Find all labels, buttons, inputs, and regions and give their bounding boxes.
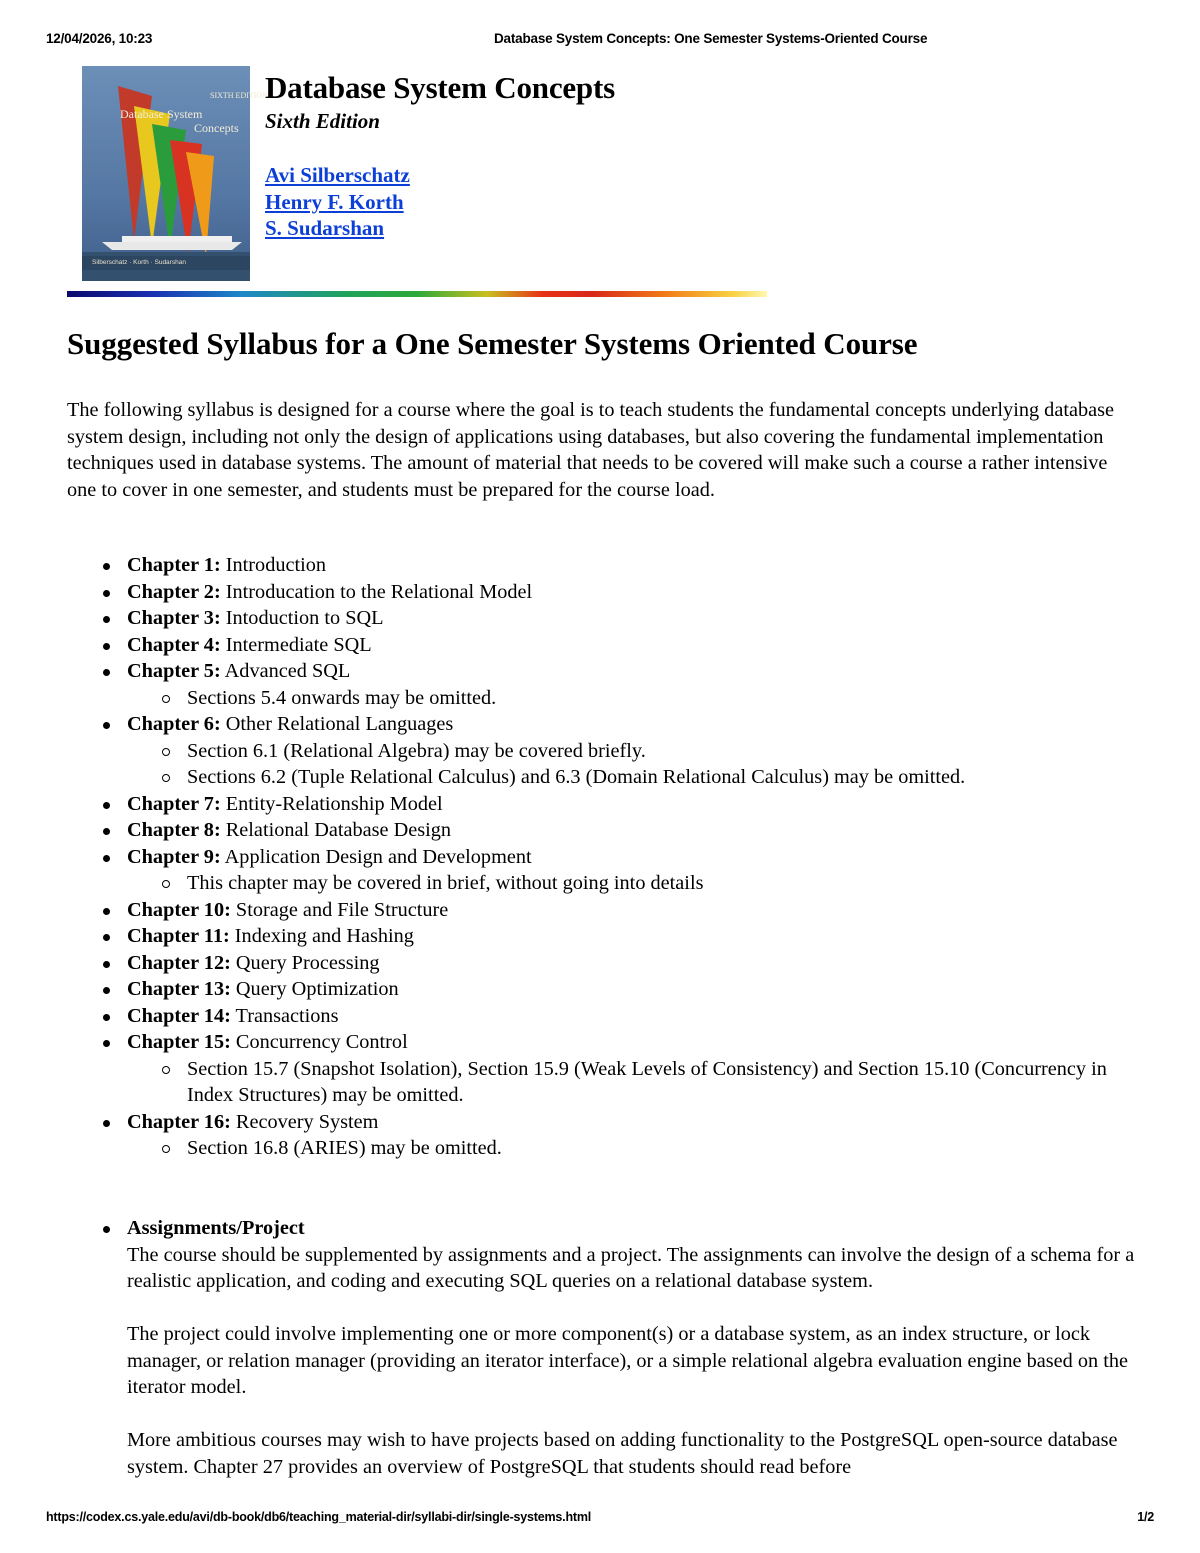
list-item <box>67 817 1147 844</box>
author-link-korth[interactable]: Henry F. Korth <box>265 189 404 214</box>
chapter-title: Other Relational Languages <box>220 713 454 735</box>
project-paragraph: The project could involve implementing one or more component(s) or a database system, as an index structure, or lock manager, or relation manager (providing an iterator interface), or a simple relational algebra evaluation engine based on the iterator model. <box>127 1323 1128 1398</box>
chapter-title: Relational Database Design <box>220 819 452 841</box>
author-link-sudarshan[interactable]: S. Sudarshan <box>265 216 385 240</box>
list-item <box>67 711 1147 791</box>
list-item <box>67 1215 1147 1480</box>
list-item <box>67 658 1147 711</box>
chapter-title: Intoduction to SQL <box>220 607 384 629</box>
chapter-label: Chapter 10: <box>127 898 231 921</box>
chapter-title: Entity-Relationship Model <box>220 792 443 815</box>
author-list <box>265 162 410 242</box>
chapter-title: Query Optimization <box>230 978 399 1000</box>
chapter-label: Chapter 12: <box>127 951 231 974</box>
list-item <box>67 579 1147 606</box>
chapter-note: This chapter may be covered in brief, without going into details <box>127 870 1147 897</box>
chapter-label: Chapter 14: <box>127 1004 231 1027</box>
chapter-label: Chapter 16: <box>127 1110 231 1133</box>
print-page-title: Database System Concepts: One Semester Systems-Oriented Course <box>494 31 928 46</box>
print-datetime: 12/04/2026, 10:23 <box>46 31 153 46</box>
chapter-label: Chapter 5: <box>127 660 221 682</box>
book-title: Database System Concepts <box>265 70 615 105</box>
list-item <box>67 552 1147 579</box>
print-url: https://codex.cs.yale.edu/avi/db-book/db6/teaching_material-dir/syllabi-dir/single-systems.html <box>46 1510 592 1524</box>
chapter-title: Recovery System <box>230 1110 379 1133</box>
list-item <box>67 976 1147 1003</box>
chapter-label: Chapter 6: <box>127 713 221 735</box>
chapter-notes <box>127 1135 1147 1162</box>
list-item <box>67 791 1147 818</box>
chapter-label: Chapter 4: <box>127 633 221 656</box>
assignments-paragraph: The course should be supplemented by assignments and a project. The assignments can involve the design of a schema for a realistic application, and coding and executing SQL queries on a relational database system. <box>127 1243 1135 1292</box>
chapter-title: Intermediate SQL <box>220 633 372 656</box>
chapter-notes <box>127 1056 1147 1109</box>
chapter-title: Application Design and Development <box>220 845 532 868</box>
chapter-label: Chapter 1: <box>127 554 221 576</box>
page-number: 1/2 <box>1137 1510 1154 1524</box>
chapter-list <box>67 552 1147 1162</box>
svg-text:Database System: Database System <box>120 107 203 121</box>
chapter-note: Section 15.7 (Snapshot Isolation), Section 15.9 (Weak Levels of Consistency) and Section 15.10 (Concurrency in Index Structures) may be omitted. <box>127 1056 1147 1109</box>
svg-text:Silberschatz · Korth · Sudarsh: Silberschatz · Korth · Sudarshan <box>92 259 186 266</box>
chapter-title: Storage and File Structure <box>230 898 449 921</box>
author-link-silberschatz[interactable]: Avi Silberschatz <box>265 163 410 187</box>
print-footer <box>46 1510 1154 1530</box>
chapter-label: Chapter 7: <box>127 792 221 815</box>
intro-paragraph: The following syllabus is designed for a course where the goal is to teach students the fundamental concepts underlying database system design, including not only the design of applications using databases, but also covering the fundamental implementation techniques used in database systems. The amount of material that needs to be covered will make such a course a rather intensive one to cover in one semester, and students must be prepared for the course load. <box>67 399 1114 501</box>
chapter-notes <box>127 870 1147 897</box>
book-cover-image <box>82 66 268 281</box>
chapter-note: Section 16.8 (ARIES) may be omitted. <box>127 1135 1147 1162</box>
chapter-title: Introducation to the Relational Model <box>220 580 533 603</box>
chapter-label: Chapter 13: <box>127 978 231 1000</box>
chapter-label: Chapter 2: <box>127 580 221 603</box>
list-item <box>67 844 1147 897</box>
chapter-notes <box>127 685 1147 712</box>
assignments-section <box>67 1215 1147 1480</box>
chapter-label: Chapter 9: <box>127 845 221 868</box>
chapter-note: Sections 5.4 onwards may be omitted. <box>127 685 1147 712</box>
list-item <box>67 897 1147 924</box>
chapter-notes <box>127 738 1147 791</box>
postgresql-paragraph: More ambitious courses may wish to have projects based on adding functionality to the PostgreSQL open-source database system. Chapter 27 provides an overview of PostgreSQL that students should read before <box>127 1429 1118 1478</box>
chapter-label: Chapter 8: <box>127 819 221 841</box>
chapter-label: Chapter 3: <box>127 607 221 629</box>
book-edition: Sixth Edition <box>265 109 380 133</box>
assignments-heading: Assignments/Project <box>127 1217 305 1239</box>
book-cover-sailboat-image <box>82 66 268 281</box>
chapter-note: Sections 6.2 (Tuple Relational Calculus) and 6.3 (Domain Relational Calculus) may be omitted. <box>127 764 1147 791</box>
list-item <box>67 1109 1147 1162</box>
list-item <box>67 1029 1147 1109</box>
list-item <box>67 923 1147 950</box>
rainbow-divider <box>67 291 767 297</box>
page-title: Suggested Syllabus for a One Semester Systems Oriented Course <box>67 326 918 361</box>
chapter-note: Section 6.1 (Relational Algebra) may be covered briefly. <box>127 738 1147 765</box>
chapter-title: Advanced SQL <box>220 660 351 682</box>
chapter-label: Chapter 15: <box>127 1031 231 1053</box>
chapter-title: Transactions <box>230 1004 339 1027</box>
svg-text:SIXTH EDITION: SIXTH EDITION <box>210 91 268 100</box>
list-item <box>67 950 1147 977</box>
list-item <box>67 605 1147 632</box>
chapter-title: Indexing and Hashing <box>229 925 414 947</box>
chapter-label: Chapter 11: <box>127 925 230 947</box>
list-item <box>67 632 1147 659</box>
chapter-title: Query Processing <box>230 951 380 974</box>
chapter-title: Concurrency Control <box>230 1031 408 1053</box>
list-item <box>67 1003 1147 1030</box>
chapter-title: Introduction <box>220 554 327 576</box>
svg-text:Concepts: Concepts <box>194 121 239 135</box>
